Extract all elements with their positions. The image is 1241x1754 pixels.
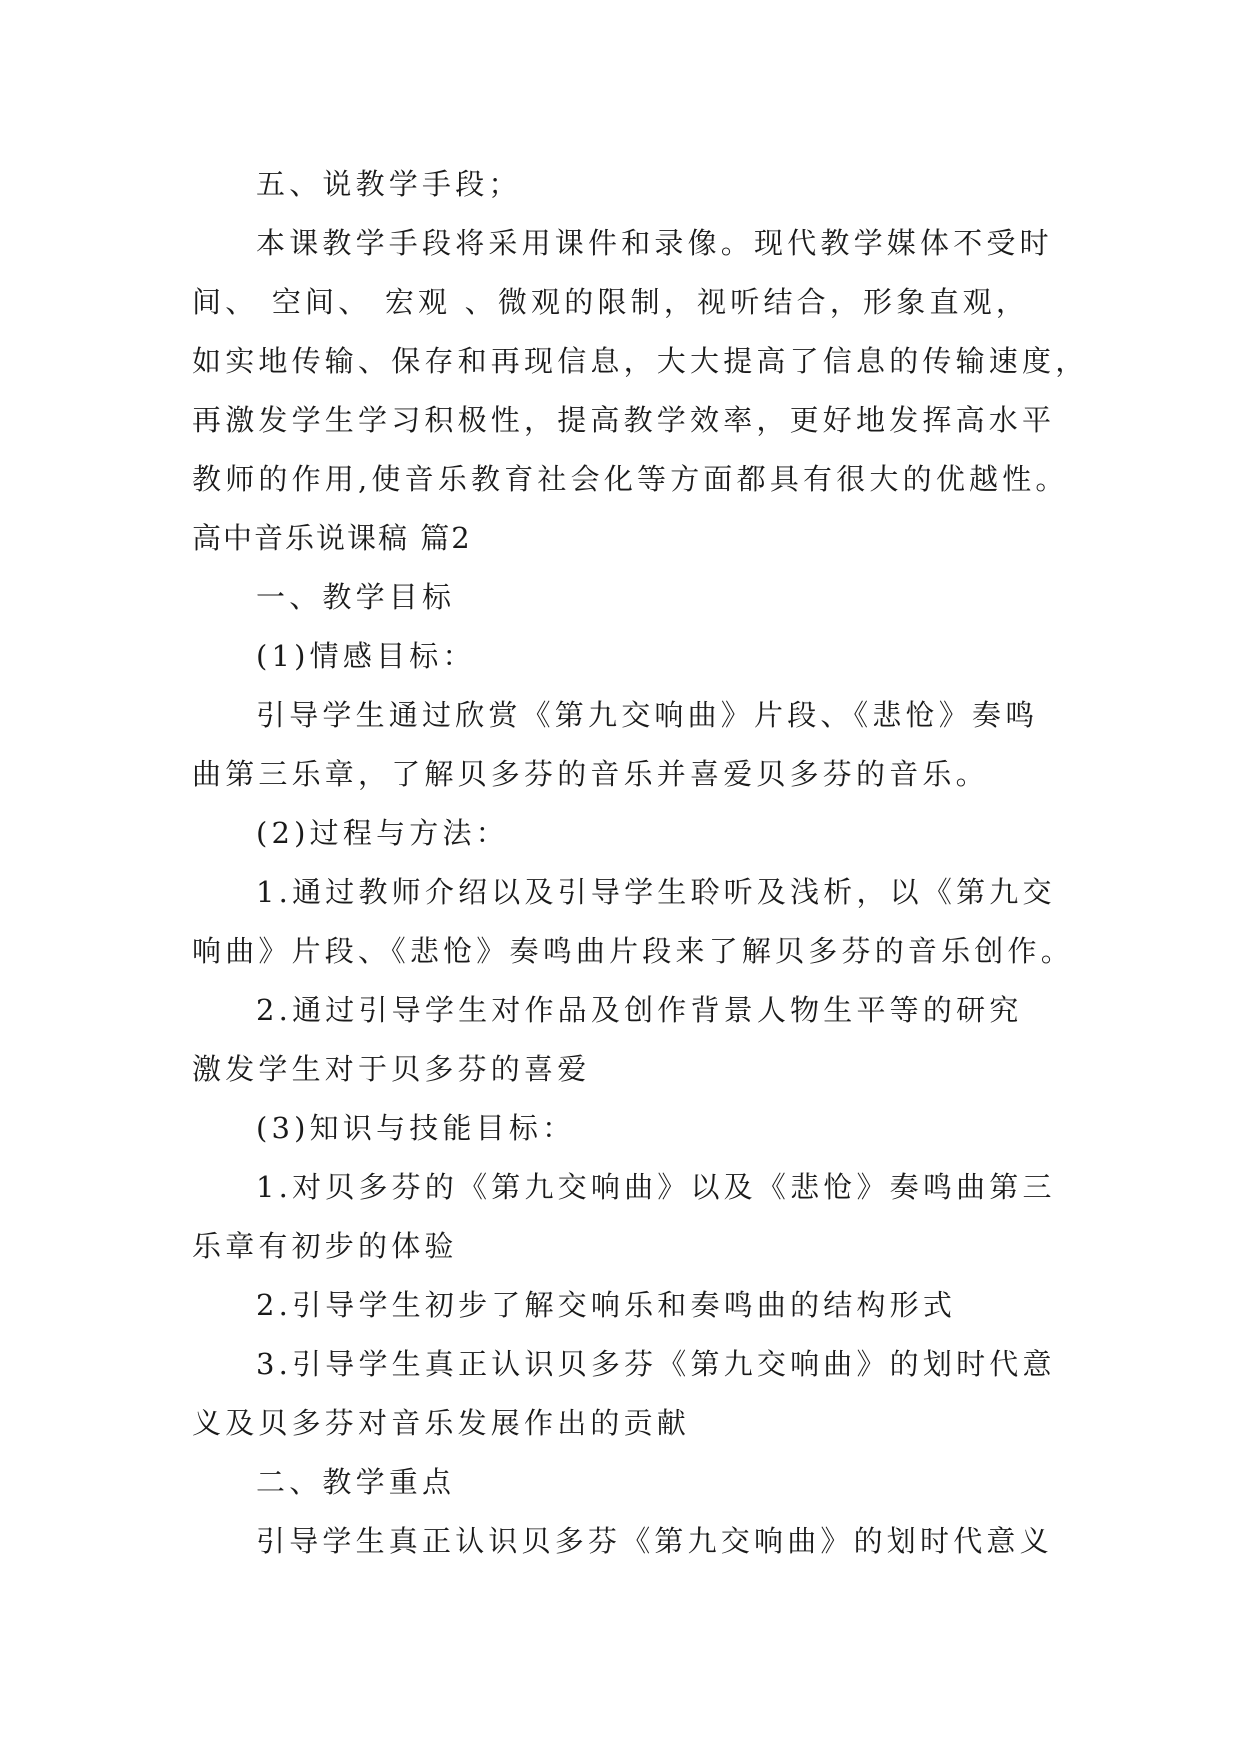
paragraph-line: 教师的作用,使音乐教育社会化等方面都具有很大的优越性。 (192, 462, 1069, 496)
paragraph-line: 曲第三乐章，了解贝多芬的音乐并喜爱贝多芬的音乐。 (192, 757, 989, 791)
section-heading-teaching-goals: 一、教学目标 (256, 580, 456, 614)
paragraph-line: 再激发学生学习积极性，提高教学效率，更好地发挥高水平 (192, 403, 1056, 437)
list-item: 3.引导学生真正认识贝多芬《第九交响曲》的划时代意 (256, 1347, 1056, 1381)
paragraph-line: 本课教学手段将采用课件和录像。现代教学媒体不受时 (256, 226, 1053, 260)
paragraph-line: 引导学生真正认识贝多芬《第九交响曲》的划时代意义 (256, 1524, 1053, 1558)
list-item-continuation: 乐章有初步的体验 (192, 1229, 458, 1263)
section-heading-teaching-focus: 二、教学重点 (256, 1465, 456, 1499)
list-item: 1.对贝多芬的《第九交响曲》以及《悲怆》奏鸣曲第三 (256, 1170, 1056, 1204)
list-item: 2.通过引导学生对作品及创作背景人物生平等的研究 (256, 993, 1023, 1027)
article-title: 高中音乐说课稿 篇2 (192, 521, 472, 555)
list-item-continuation: 义及贝多芬对音乐发展作出的贡献 (192, 1406, 691, 1440)
list-item-continuation: 响曲》片段、《悲怆》奏鸣曲片段来了解贝多芬的音乐创作。 (192, 934, 1074, 968)
section-heading-teaching-means: 五、说教学手段； (256, 167, 522, 201)
list-item: 2.引导学生初步了解交响乐和奏鸣曲的结构形式 (256, 1288, 957, 1322)
paragraph-line: 如实地传输、保存和再现信息，大大提高了信息的传输速度， (192, 344, 1089, 378)
paragraph-line: 引导学生通过欣赏《第九交响曲》片段、《悲怆》奏鸣 (256, 698, 1039, 732)
list-item-continuation: 激发学生对于贝多芬的喜爱 (192, 1052, 591, 1086)
paragraph-line: 间、 空间、 宏观 、微观的限制，视听结合，形象直观， (192, 285, 1030, 319)
subheading-emotional-goals: (1)情感目标： (256, 639, 476, 673)
document-body (192, 155, 1089, 1571)
subheading-knowledge-skills: (3)知识与技能目标： (256, 1111, 576, 1145)
subheading-process-methods: (2)过程与方法： (256, 816, 509, 850)
list-item: 1.通过教师介绍以及引导学生聆听及浅析，以《第九交 (256, 875, 1056, 909)
